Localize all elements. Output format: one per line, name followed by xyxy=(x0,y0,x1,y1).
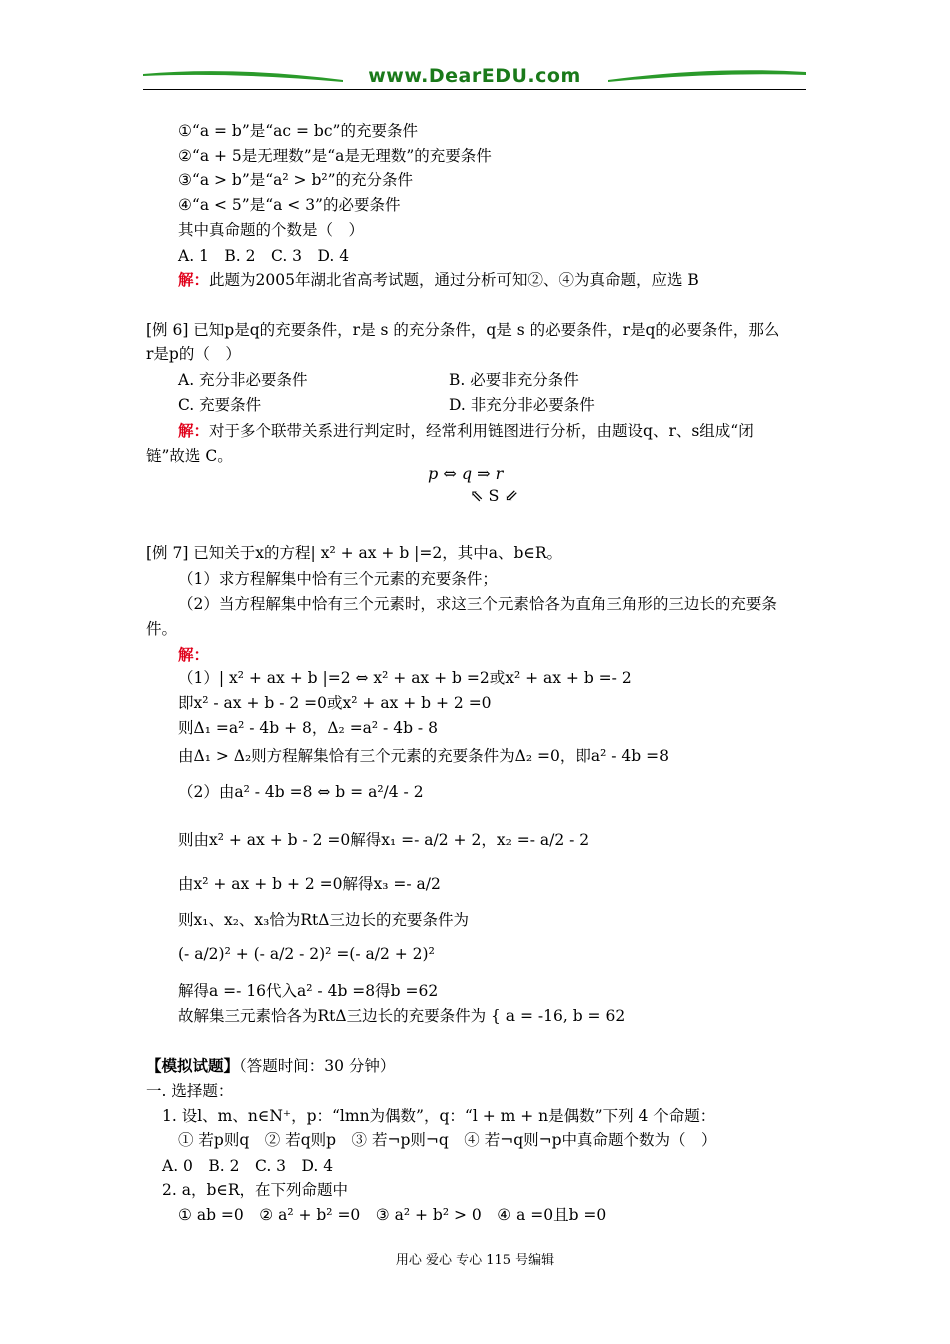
chain-diagram-row2: ⇖ S ⇙ xyxy=(470,486,518,505)
example-7-stem: [例 7] 已知关于x的方程| x² + ax + b |=2，其中a、b∈R。 xyxy=(146,544,563,562)
math-line: （1）| x² + ax + b |=2 ⇔ x² + ax + b =2或x² + ax + b =- 2 xyxy=(178,669,632,687)
text-line: ④“a < 5”是“a < 3”的必要条件 xyxy=(178,196,401,214)
solution-line: 解：此题为2005年湖北省高考试题，通过分析可知②、④为真命题，应选 B xyxy=(178,270,699,289)
text-line: （2）当方程解集中恰有三个元素时，求这三个元素恰各为直角三角形的三边长的充要条 xyxy=(178,595,777,613)
mock-test-title: 【模拟试题】 xyxy=(146,1056,240,1075)
header-banner xyxy=(143,62,806,92)
section-heading: 一. 选择题： xyxy=(146,1082,234,1100)
text-line: ①“a = b”是“ac = bc”的充要条件 xyxy=(178,122,418,140)
math-line: 由x² + ax + b + 2 =0解得x₃ =- a/2 xyxy=(178,875,441,893)
solution-label: 解： xyxy=(178,421,210,440)
text-line: 链”故选 C。 xyxy=(146,447,233,465)
page-footer: 用心 爱心 专心 115 号编辑 xyxy=(395,1253,555,1268)
text-line: 件。 xyxy=(146,620,178,638)
option-b: B. 必要非充分条件 xyxy=(449,371,579,389)
header-rule xyxy=(143,89,806,90)
question-2: 2. a，b∈R，在下列命题中 xyxy=(162,1181,349,1199)
answer-options: A. 0 B. 2 C. 3 D. 4 xyxy=(162,1157,334,1175)
math-line: (- a/2)² + (- a/2 - 2)² =(- a/2 + 2)² xyxy=(178,945,435,963)
answer-options: A. 1 B. 2 C. 3 D. 4 xyxy=(178,247,350,265)
math-line: 由Δ₁ > Δ₂则方程解集恰有三个元素的充要条件为Δ₂ =0，即a² - 4b =8 xyxy=(178,747,669,765)
solution-line: 解：对于多个联带关系进行判定时，经常利用链图进行分析，由题设q、r、s组成“闭 xyxy=(178,421,754,440)
mock-test-heading: 【模拟试题】（答题时间：30 分钟） xyxy=(146,1056,396,1075)
math-line: 则x₁、x₂、x₃恰为RtΔ三边长的充要条件为 xyxy=(178,911,469,929)
text-line: ① 若p则q ② 若q则p ③ 若¬p则¬q ④ 若¬q则¬p中真命题个数为（ ） xyxy=(178,1131,717,1149)
math-line: （2）由a² - 4b =8 ⇔ b = a²/4 - 2 xyxy=(178,783,424,801)
question-1: 1. 设l、m、n∈N⁺，p：“lmn为偶数”，q：“l + m + n是偶数”下列 4 个命题： xyxy=(162,1107,716,1125)
solution-label-line xyxy=(178,645,209,665)
math-line: 故解集三元素恰各为RtΔ三边长的充要条件为 { a = -16, b = 62 xyxy=(178,1007,626,1025)
math-line: 即x² - ax + b - 2 =0或x² + ax + b + 2 =0 xyxy=(178,694,492,712)
math-line: 解得a =- 16代入a² - 4b =8得b =62 xyxy=(178,982,439,1000)
solution-label: 解： xyxy=(178,270,210,289)
option-a: A. 充分非必要条件 xyxy=(178,371,308,389)
text-line: ③“a > b”是“a² > b²”的充分条件 xyxy=(178,171,414,189)
text-line: r是p的（ ） xyxy=(146,345,241,363)
math-line: 则Δ₁ =a² - 4b + 8，Δ₂ =a² - 4b - 8 xyxy=(178,719,438,737)
chain-diagram-row1: p ⇔ q ⇒ r xyxy=(428,464,504,483)
text-line: 其中真命题的个数是（ ） xyxy=(178,221,365,239)
math-line: 则由x² + ax + b - 2 =0解得x₁ =- a/2 + 2，x₂ =- a/2 - 2 xyxy=(178,831,590,849)
text-line: ① ab =0 ② a² + b² =0 ③ a² + b² > 0 ④ a =0且b =0 xyxy=(178,1206,607,1224)
text-line: （1）求方程解集中恰有三个元素的充要条件； xyxy=(178,570,498,588)
option-c: C. 充要条件 xyxy=(178,396,262,414)
solution-label: 解： xyxy=(178,645,210,664)
example-6-stem: [例 6] 已知p是q的充要条件，r是 s 的充分条件，q是 s 的必要条件，r是q的必要条件，那么 xyxy=(146,321,780,339)
text-line: ②“a + 5是无理数”是“a是无理数”的充要条件 xyxy=(178,147,492,165)
option-d: D. 非充分非必要条件 xyxy=(449,396,595,414)
site-logo: www.DearEDU.com xyxy=(368,65,581,87)
